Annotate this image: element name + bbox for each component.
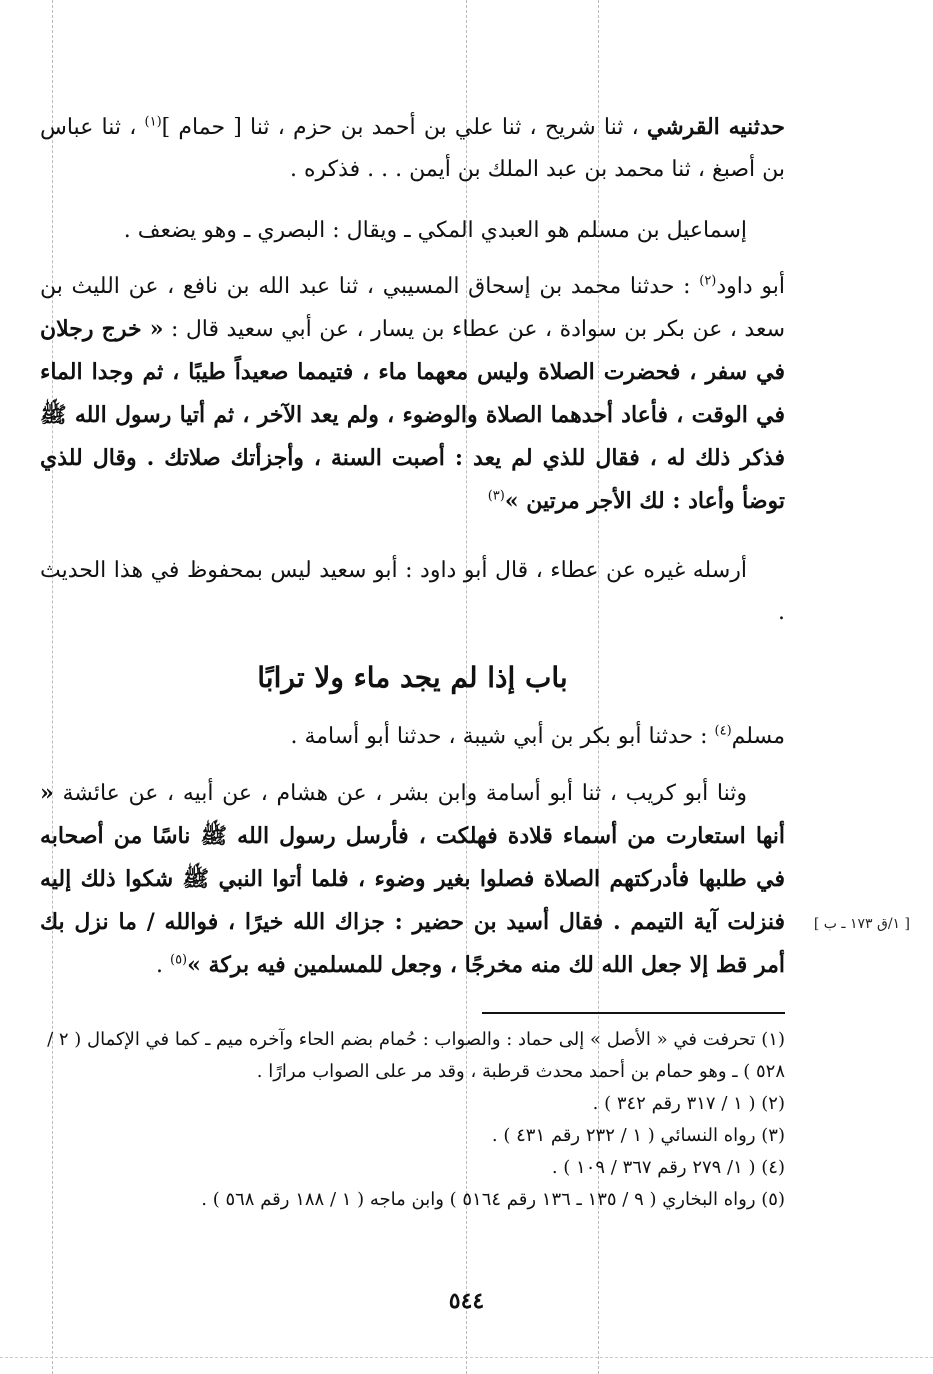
commentary-text: إسماعيل بن مسلم هو العبدي المكي ـ ويقال : البصري ـ وهو يضعف .: [123, 218, 747, 243]
paragraph-2: [40, 210, 785, 252]
chapter-heading: باب إذا لم يجد ماء ولا ترابًا: [257, 661, 568, 694]
scan-guide-line: [0, 1357, 933, 1358]
footnote-item: (٤) ( ١/ ٢٧٩ رقم ٣٦٧ / ١٠٩ ) .: [551, 1157, 785, 1178]
narrator-name: أبو داود: [716, 274, 785, 299]
footnote-ref[interactable]: (١): [144, 114, 162, 130]
footnote-ref[interactable]: (٣): [487, 488, 505, 504]
footnote-item: (٢) ( ١ / ٣١٧ رقم ٣٤٢ ) .: [592, 1093, 785, 1114]
footnote-ref[interactable]: (٢): [699, 273, 717, 289]
hadith-text: « أنها استعارت من أسماء قلادة فهلكت ، فأرسل رسول الله ﷺ ناسًا من أصحابه في طلبها فأدركتهم الصلاة فصلوا بغير وضوء ، فلما أتوا النبي ﷺ شكوا ذلك إليه فنزلت آية التيمم . فقال أسيد بن حضير : جزاك الله خيرًا ، فوالله / ما نزل بك أمر قط إلا جعل الله لك منه مخرجًا ، وجعل للمسلمين فيه بركة »: [40, 780, 785, 978]
paragraph-5: [40, 716, 785, 758]
chain-text: : حدثنا أبو بكر بن أبي شيبة ، حدثنا أبو أسامة .: [290, 724, 708, 749]
manuscript-folio-note: [ ١/ق ١٧٣ ـ ب ]: [813, 916, 910, 932]
narrator-name: مسلم: [731, 724, 785, 749]
footnote-item: (٣) رواه النسائي ( ١ / ٢٣٢ رقم ٤٣١ ) .: [491, 1125, 785, 1146]
chain-text: .: [155, 953, 163, 978]
narrator-name: حدثنيه القرشي: [646, 114, 785, 140]
footnotes-section: [40, 1024, 785, 1216]
chain-text: وثنا أبو كريب ، ثنا أبو أسامة وابن بشر ، عن هشام ، عن أبيه ، عن عائشة: [62, 781, 747, 806]
paragraph-3: [40, 266, 785, 523]
paragraph-1: [40, 106, 785, 191]
page-number: ٥٤٤: [448, 1288, 485, 1314]
paragraph-6: [40, 772, 785, 987]
footnote-item: (١) تحرفت في « الأصل » إلى حماد : والصواب : حُمام بضم الحاء وآخره ميم ـ كما في الإكمال ( ٢ / ٥٢٨ ) ـ وهو حمام بن أحمد محدث قرطبة ، وقد مر على الصواب مرارًا .: [47, 1029, 785, 1082]
footnote-ref[interactable]: (٤): [714, 723, 732, 739]
footnote-divider: [482, 1012, 785, 1014]
footnote-ref[interactable]: (٥): [169, 952, 188, 968]
hadith-text: « خرج رجلان في سفر ، فحضرت الصلاة وليس معهما ماء ، فتيمما صعيداً طيبًا ، ثم وجدا الماء في الوقت ، فأعاد أحدهما الصلاة والوضوء ، ولم يعد الآخر ، ثم أتيا رسول الله ﷺ فذكر ذلك له ، فقال للذي لم يعد : أصبت السنة ، وأجزأتك صلاتك . وقال للذي توضأ وأعاد : لك الأجر مرتين »: [40, 316, 785, 514]
footnote-item: (٥) رواه البخاري ( ٩ / ١٣٥ ـ ١٣٦ رقم ٥١٦٤ ) وابن ماجه ( ١ / ١٨٨ رقم ٥٦٨ ) .: [201, 1189, 785, 1210]
commentary-text: أرسله غيره عن عطاء ، قال أبو داود : أبو سعيد ليس بمحفوظ في هذا الحديث .: [40, 558, 785, 625]
chain-text: ، ثنا شريح ، ثنا علي بن أحمد بن حزم ، ثنا [ حمام ]: [161, 115, 639, 140]
chain-text: : حدثنا محمد بن إسحاق المسيبي ، ثنا عبد الله بن نافع ، عن الليث بن سعد ، عن بكر بن سوادة ، عن عطاء بن يسار ، عن أبي سعيد قال :: [40, 274, 786, 342]
paragraph-4: [40, 550, 785, 634]
chain-text: ، ثنا عباس بن أصبغ ، ثنا محمد بن عبد الملك بن أيمن . . . فذكره .: [40, 115, 785, 182]
